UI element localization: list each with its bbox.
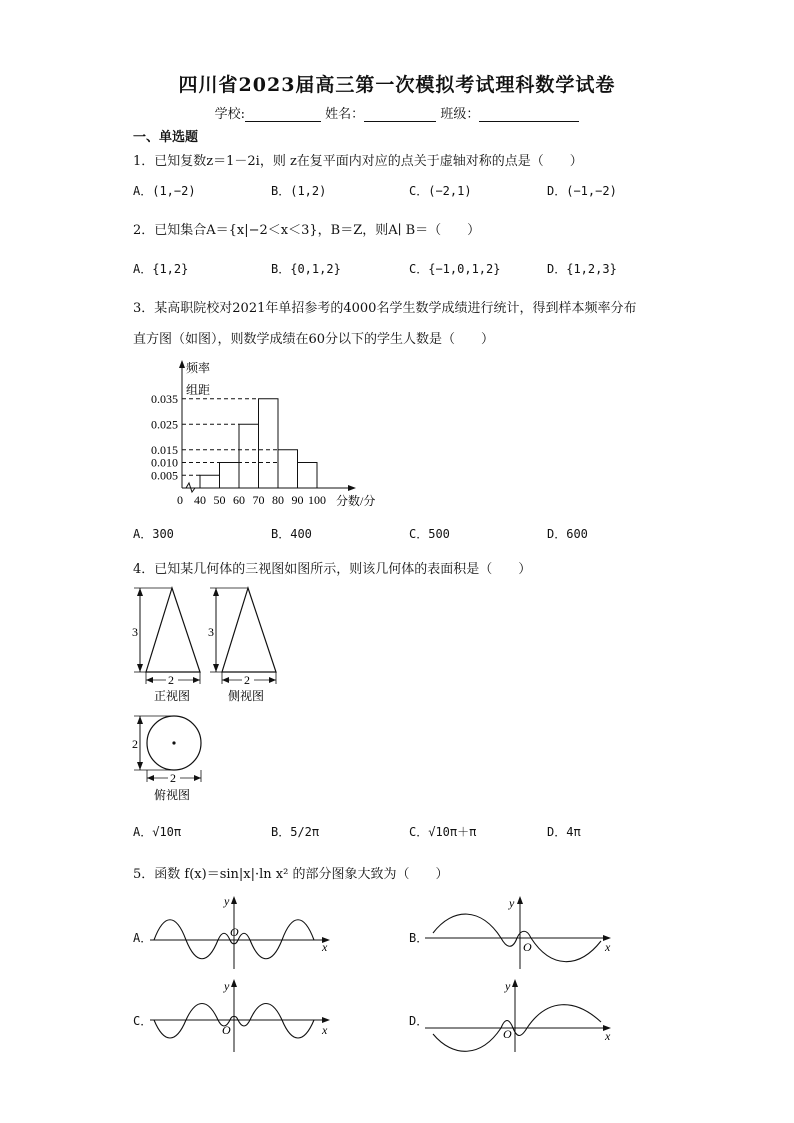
origin-label: O <box>503 1027 512 1041</box>
x-axis-label: x <box>605 1029 611 1043</box>
x-axis-label: x <box>322 940 328 954</box>
school-label: 学校: <box>214 107 246 122</box>
q2-option-b: B．{0,1,2} <box>271 262 341 276</box>
three-view-diagram <box>128 584 288 809</box>
x-axis-label: x <box>605 940 611 954</box>
name-label: 姓名： <box>325 107 365 122</box>
class-label: 班级： <box>440 107 480 122</box>
y-tick-label: 0.025 <box>151 417 178 432</box>
y-tick-label: 0.010 <box>151 455 178 470</box>
y-axis-label: y <box>224 979 230 993</box>
histogram-bar <box>200 475 220 488</box>
x-tick-label: 70 <box>252 493 265 507</box>
graph-a <box>150 893 335 973</box>
x-axis-label: x <box>322 1023 328 1037</box>
height-label: 3 <box>208 625 214 639</box>
q1-option-a: A．(1,−2) <box>133 184 196 198</box>
diameter-label: 2 <box>132 737 138 751</box>
q5-option-d: D． <box>409 1014 429 1028</box>
top-view-label: 俯视图 <box>154 788 191 802</box>
width-label: 2 <box>244 673 250 687</box>
top-view <box>132 716 201 802</box>
question-3-stem-line2: 直方图（如图），则数学成绩在60分以下的学生人数是（ ） <box>133 332 495 347</box>
histogram-bar <box>220 463 240 489</box>
xlabel: 分数/分 <box>336 494 376 508</box>
histogram-bar <box>239 424 259 488</box>
origin-label: O <box>230 925 239 939</box>
q1-option-d: D．(−1,−2) <box>547 184 617 198</box>
section-heading: 一、单选题 <box>133 130 199 145</box>
side-view-label: 侧视图 <box>228 689 265 703</box>
q5-option-c: C． <box>133 1014 153 1028</box>
q2-option-d: D．{1,2,3} <box>547 262 617 276</box>
y-axis-arrow <box>179 360 185 368</box>
q5-option-b: B． <box>409 931 429 945</box>
x-tick-label: 60 <box>233 493 245 507</box>
q5-option-a: A． <box>133 931 153 945</box>
x-axis-arrow <box>348 485 356 491</box>
q3-option-d: D．600 <box>547 527 588 541</box>
y-axis-label: y <box>509 896 515 910</box>
ylabel-top: 频率 <box>186 361 211 375</box>
q4-option-b: B．5/2π <box>271 825 320 839</box>
width-label: 2 <box>168 673 174 687</box>
y-tick-label: 0.015 <box>151 442 178 457</box>
y-axis-label: y <box>505 979 511 993</box>
origin-label: O <box>523 940 532 954</box>
front-view-label: 正视图 <box>154 689 191 703</box>
student-info <box>0 103 794 122</box>
q3-option-c: C．500 <box>409 527 450 541</box>
front-view <box>132 588 200 703</box>
top-width-label: 2 <box>170 771 176 785</box>
question-1-stem: 1．已知复数z＝1－2i，则 z在复平面内对应的点关于虚轴对称的点是（ ） <box>133 154 583 169</box>
y-axis-label: y <box>224 894 230 908</box>
q3-option-a: A．300 <box>133 527 174 541</box>
frequency-histogram <box>130 356 400 514</box>
q4-option-a: A．√10π <box>133 825 182 839</box>
y-tick-label: 0.035 <box>151 391 178 406</box>
front-triangle <box>146 588 200 672</box>
school-blank <box>245 107 321 122</box>
q2-option-a: A．{1,2} <box>133 262 189 276</box>
q4-option-d: D．4π <box>547 825 581 839</box>
graph-b <box>425 893 615 973</box>
q1-option-b: B．(1,2) <box>271 184 327 198</box>
x-tick-label: 40 <box>194 493 206 507</box>
x-tick-label: 0 <box>177 493 183 507</box>
q1-option-c: C．(−2,1) <box>409 184 472 198</box>
question-2-stem: 2．已知集合A＝{x|−2＜x＜3}，B＝Z，则A∣ B＝（ ） <box>133 223 481 238</box>
name-blank <box>364 107 436 122</box>
graph-c <box>150 976 335 1056</box>
histogram-bar <box>298 463 318 489</box>
center-dot <box>172 741 175 744</box>
x-tick-label: 80 <box>272 493 284 507</box>
side-triangle <box>222 588 276 672</box>
question-4-stem: 4．已知某几何体的三视图如图所示，则该几何体的表面积是（ ） <box>133 562 532 577</box>
height-label: 3 <box>132 625 138 639</box>
histogram-bar <box>278 450 298 488</box>
histogram-bar <box>259 399 279 488</box>
x-tick-label: 90 <box>291 493 304 507</box>
q2-option-c: C．{−1,0,1,2} <box>409 262 501 276</box>
q4-option-c: C．√10π＋π <box>409 825 477 839</box>
x-tick-label: 50 <box>213 493 226 507</box>
class-blank <box>479 107 579 122</box>
page-title: 四川省2023届高三第一次模拟考试理科数学试卷 <box>178 74 616 96</box>
x-tick-label: 100 <box>308 493 326 507</box>
side-view <box>208 588 276 703</box>
origin-label: O <box>222 1023 231 1037</box>
graph-d <box>425 976 615 1056</box>
q3-option-b: B．400 <box>271 527 312 541</box>
question-5-stem: 5．函数 f(x)＝sin|x|·ln x² 的部分图象大致为（ ） <box>133 867 449 882</box>
y-tick-label: 0.005 <box>151 468 178 483</box>
question-3-stem-line1: 3．某高职院校对2021年单招参考的4000名学生数学成绩进行统计，得到样本频率分布 <box>133 301 637 316</box>
ylabel-bottom: 组距 <box>186 383 211 397</box>
